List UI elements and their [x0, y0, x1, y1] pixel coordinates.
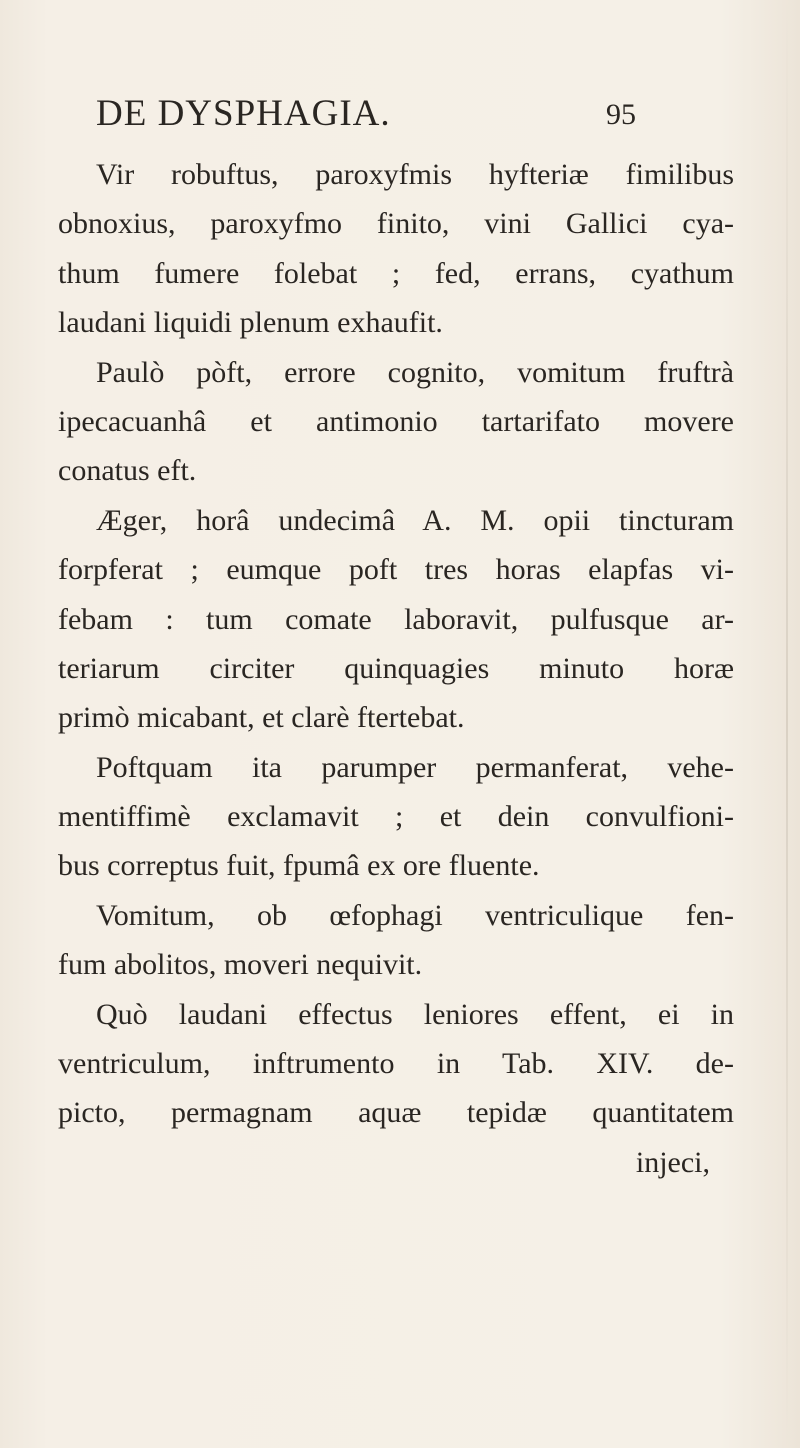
text-line: mentiffimè exclamavit ; et dein convulfioni-: [58, 800, 734, 834]
text-line: Poftquam ita parumper permanferat, vehe-: [96, 750, 734, 784]
text-line: picto, permagnam aquæ tepidæ quantitatem: [58, 1096, 734, 1130]
text-line: forpferat ; eumque poft tres horas elapfas vi-: [58, 553, 734, 587]
text-line: febam : tum comate laboravit, pulfusque ar-: [58, 602, 734, 636]
text-line: bus correptus fuit, fpumâ ex ore fluente.: [58, 849, 540, 883]
text-line: thum fumere folebat ; fed, errans, cyathum: [58, 256, 734, 290]
text-line: teriarum circiter quinquagies minuto horæ: [58, 651, 734, 685]
text-line: Æger, horâ undecimâ A. M. opii tincturam: [96, 503, 734, 537]
text-line: Vir robuftus, paroxyfmis hyfteriæ fimilibus: [96, 158, 734, 191]
text-line: ventriculum, inftrumento in Tab. XIV. de-: [58, 1047, 734, 1081]
body-text: [58, 150, 734, 1187]
page-number: 95: [606, 98, 636, 131]
running-title: DE DYSPHAGIA.: [96, 93, 391, 134]
text-line: primò micabant, et clarè ftertebat.: [58, 701, 465, 735]
text-line: Quò laudani effectus leniores effent, ei in: [96, 997, 734, 1031]
text-line: fum abolitos, moveri nequivit.: [58, 948, 423, 982]
text-line: obnoxius, paroxyfmo finito, vini Gallici cya-: [58, 207, 734, 241]
text-line: Paulò pòft, errore cognito, vomitum fruftrà: [96, 355, 734, 389]
page-fold-shadow: [786, 0, 788, 1448]
text-line: ipecacuanhâ et antimonio tartarifato movere: [58, 404, 734, 438]
text-line: laudani liquidi plenum exhaufit.: [58, 306, 443, 340]
page-header: [96, 92, 636, 142]
text-line: conatus eft.: [58, 454, 197, 488]
text-line: Vomitum, ob œfophagi ventriculique fen-: [96, 898, 734, 932]
catchword: injeci,: [635, 1145, 710, 1179]
